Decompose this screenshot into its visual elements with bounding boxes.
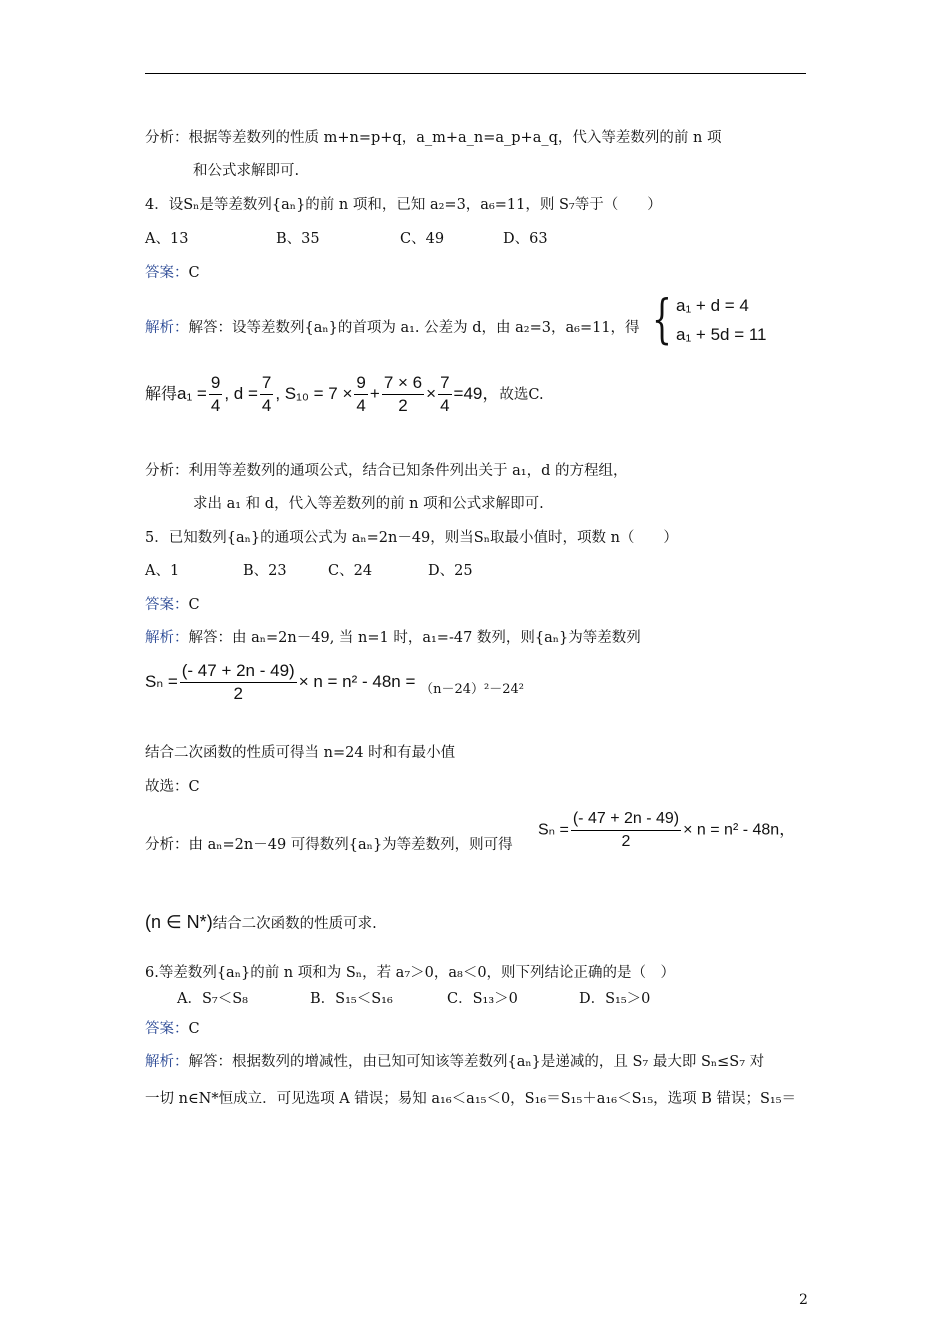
q6-option-d: D．S₁₅＞0 <box>579 991 651 1007</box>
fraction: $\frac{7 \times 6}{2}$ <box>383 373 423 415</box>
q5-analysis-prefix: 分析：由 aₙ=2n－49 可得数列{aₙ}为等差数列，则可得 <box>145 837 513 853</box>
q5-sum-formula: Sₙ = $\frac{(- 47 + 2n - 49)}{2}$ × n = n² - 48n = $_{(n-24)^2-24^2}$ <box>145 661 525 703</box>
question-4: 4．设Sₙ是等差数列{aₙ}的前 n 项和，已知 a₂=3，a₆=11，则 S₇等于（ ） <box>145 197 662 213</box>
q5-option-c: C、24 <box>328 563 373 579</box>
q4-option-a: A、13 <box>145 231 189 247</box>
fraction: $\frac{(- 47 + 2n - 49)}{2}$ <box>572 810 680 850</box>
q4-option-b: B、35 <box>276 231 320 247</box>
q5-option-b: B、23 <box>243 563 287 579</box>
q5-solution: 解析：解答：由 aₙ=2n－49, 当 n=1 时，a₁=-47 数列，则{aₙ}为等差数列 <box>145 630 641 646</box>
q4-option-c: C、49 <box>400 231 445 247</box>
q4-system-row-1: a₁ + d = 4 <box>676 296 749 315</box>
fraction: $\frac{9}{4}$ <box>356 373 366 415</box>
q4-option-d: D、63 <box>503 231 548 247</box>
fraction: $\frac{7}{4}$ <box>261 373 272 415</box>
q5-analysis-line-2: (n ∈ N*)结合二次函数的性质可求. <box>145 912 377 932</box>
q4-analysis-line-1: 分析：利用等差数列的通项公式，结合已知条件列出关于 a₁，d 的方程组， <box>145 463 628 479</box>
q5-analysis-formula: Sₙ = $\frac{(- 47 + 2n - 49)}{2}$ × n = n² - 48n， <box>538 808 795 853</box>
q6-solution: 解析：解答：根据数列的增减性，由已知可知该等差数列{aₙ}是递减的，且 S₇ 最大即 Sₙ≤S₇ 对 <box>145 1054 765 1070</box>
fraction: $\frac{(- 47 + 2n - 49)}{2}$ <box>181 661 295 703</box>
q6-option-c: C．S₁₃＞0 <box>447 991 518 1007</box>
question-6: 6.等差数列{aₙ}的前 n 项和为 Sₙ，若 a₇＞0，a₈＜0，则下列结论正确的是（ ） <box>145 965 676 981</box>
q6-option-b: B．S₁₅＜S₁₆ <box>310 991 393 1007</box>
q6-option-a: A．S₇＜S₈ <box>177 991 248 1007</box>
analysis-line-2: 和公式求解即可. <box>193 163 300 179</box>
header-rule <box>145 73 806 74</box>
page-number: 2 <box>799 1292 808 1308</box>
q4-analysis-line-2: 求出 a₁ 和 d，代入等差数列的前 n 项和公式求解即可. <box>193 496 544 512</box>
q4-solution: 解析：解答：设等差数列{aₙ}的首项为 a₁. 公差为 d，由 a₂=3，a₆=11，得 <box>145 320 640 336</box>
question-5: 5．已知数列{aₙ}的通项公式为 aₙ=2n－49，则当Sₙ取最小值时，项数 n（ ） <box>145 530 678 546</box>
analysis-line-1: 分析：根据等差数列的性质 m+n=p+q，a_m+a_n=a_p+a_q，代入等差数列的前 n 项 <box>145 130 722 146</box>
fraction: $\frac{7}{4}$ <box>440 373 450 415</box>
q5-conclusion: 结合二次函数的性质可得当 n=24 时和有最小值 <box>145 745 456 761</box>
q6-solution-line-2: 一切 n∈N*恒成立．可见选项 A 错误；易知 a₁₆＜a₁₅＜0，S₁₆＝S₁₅＋a₁₆＜S₁₅，选项 B 错误；S₁₅＝ <box>145 1091 797 1107</box>
brace-icon: { <box>652 290 672 350</box>
q5-option-d: D、25 <box>428 563 473 579</box>
q4-answer: 答案：C <box>145 265 200 281</box>
q5-choice: 故选：C <box>145 779 200 795</box>
fraction: $\frac{9}{4}$ <box>210 373 221 415</box>
q4-equation-system <box>652 292 782 350</box>
q5-option-a: A、1 <box>145 563 180 579</box>
q6-answer: 答案：C <box>145 1021 200 1037</box>
q5-answer: 答案：C <box>145 597 200 613</box>
q4-system-row-2: a₁ + 5d = 11 <box>676 325 767 344</box>
q4-solve-formula: 解得a₁ = $\frac{9}{4}$ , d = $\frac{7}{4}$ , S₁₀ = 7 × $\frac{9}{4}$ + $\frac{7 \times 6}{2}$ × $\frac{7}{4}$ =49，故选C. <box>145 373 544 415</box>
